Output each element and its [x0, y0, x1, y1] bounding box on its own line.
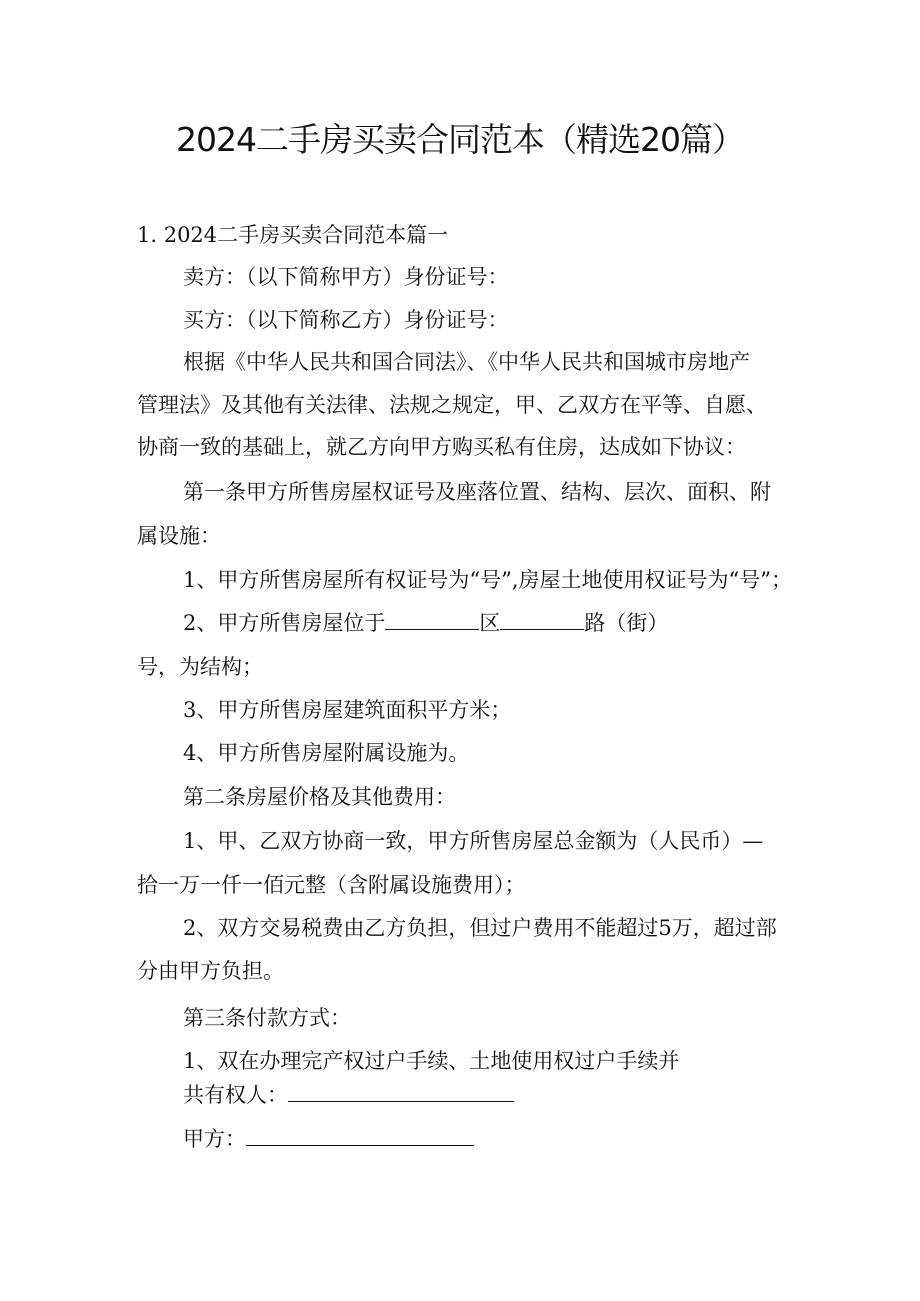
- article2-heading: 第二条房屋价格及其他费用：: [183, 785, 456, 809]
- item2-prefix: 2、甲方所售房屋位于: [183, 611, 386, 635]
- intro-line-1: 根据《中华人民共和国合同法》、《中华人民共和国城市房地产: [183, 350, 750, 374]
- article2-item-1-line-1: 1、甲、乙双方协商一致，甲方所售房屋总金额为（人民币）—: [183, 829, 764, 853]
- item2-suffix: 路（街）: [584, 611, 669, 635]
- co-owner-blank: [288, 1083, 514, 1102]
- article1-item-2-continued: 号，为结构；: [137, 655, 263, 679]
- intro-line-3: 协商一致的基础上，就乙方向甲方购买私有住房，达成如下协议：: [137, 435, 746, 459]
- article1-item-4: 4、甲方所售房屋附属设施为。: [183, 741, 470, 765]
- co-owner-signature: [183, 1080, 514, 1110]
- article3-item-1: 1、双在办理完产权过户手续、土地使用权过户手续并: [183, 1049, 680, 1073]
- article1-item-2: [183, 608, 668, 638]
- intro-line-2: 管理法》及其他有关法律、法规之规定，甲、乙双方在平等、自愿、: [137, 393, 767, 417]
- article1-item-3: 3、甲方所售房屋建筑面积平方米；: [183, 698, 512, 722]
- article2-item-1-line-2: 拾一万一仟一佰元整（含附属设施费用）；: [137, 873, 526, 897]
- article1-heading-line-2: 属设施：: [137, 524, 221, 548]
- article2-item-2-line-2: 分由甲方负担。: [137, 959, 284, 983]
- seller-line: 卖方：（以下简称甲方）身份证号：: [183, 265, 509, 289]
- article3-heading: 第三条付款方式：: [183, 1006, 351, 1030]
- article1-heading-line-1: 第一条甲方所售房屋权证号及座落位置、结构、层次、面积、附: [183, 480, 771, 504]
- article1-item-1: 1、甲方所售房屋所有权证号为“号”,房屋土地使用权证号为“号”；: [183, 568, 792, 592]
- article2-item-2-line-1: 2、双方交易税费由乙方负担，但过户费用不能超过5万，超过部: [183, 916, 777, 940]
- district-blank: [385, 611, 479, 630]
- item2-mid: 区: [479, 611, 501, 635]
- party-a-signature: [183, 1124, 474, 1154]
- party-a-label: 甲方：: [183, 1127, 246, 1151]
- party-a-blank: [246, 1127, 474, 1146]
- road-blank: [500, 611, 584, 630]
- section-heading: 1. 2024二手房买卖合同范本篇一: [137, 223, 449, 247]
- co-owner-label: 共有权人：: [183, 1083, 288, 1107]
- buyer-line: 买方：（以下简称乙方）身份证号：: [183, 308, 509, 332]
- document-title: 2024二手房买卖合同范本（精选20篇）: [176, 120, 744, 159]
